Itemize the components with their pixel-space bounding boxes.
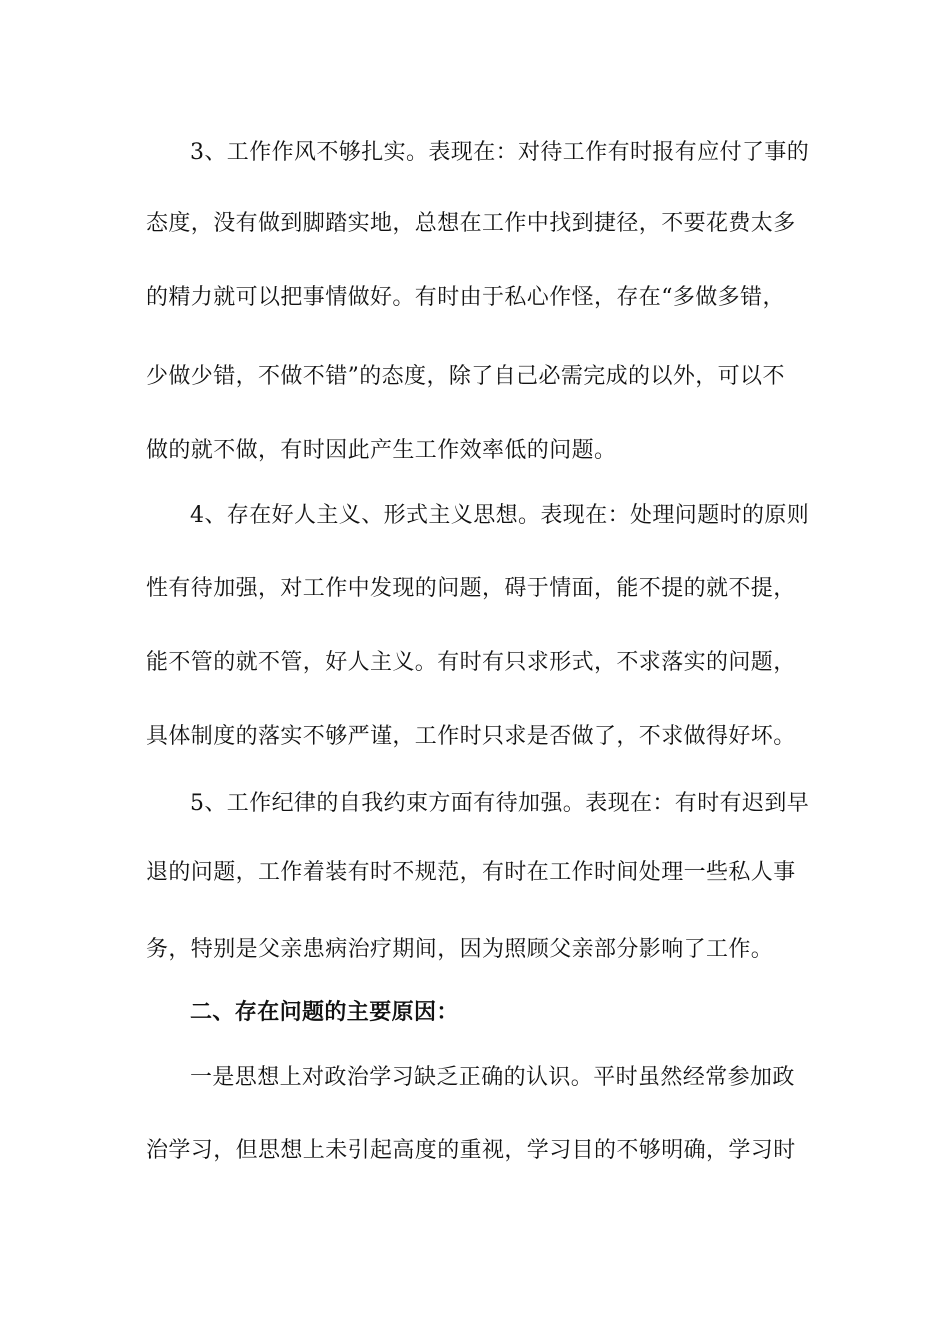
paragraph-4-line-3: 能不管的就不管，好人主义。有时有只求形式，不求落实的问题， (146, 650, 796, 675)
reason-1-line-2: 治学习，但思想上未引起高度的重视，学习目的不够明确，学习时 (146, 1138, 796, 1163)
paragraph-3-line-2: 态度，没有做到脚踏实地，总想在工作中找到捷径，不要花费太多 (146, 211, 796, 236)
paragraph-3-line-4: 少做少错，不做不错”的态度，除了自己必需完成的以外，可以不 (146, 364, 785, 389)
paragraph-4-line-4: 具体制度的落实不够严谨，工作时只求是否做了，不求做得好坏。 (146, 724, 796, 749)
paragraph-4-line-1: 4、存在好人主义、形式主义思想。表现在：处理问题时的原则 (190, 503, 810, 528)
reason-1-line-1: 一是思想上对政治学习缺乏正确的认识。平时虽然经常参加政 (190, 1065, 795, 1090)
paragraph-5-line-2: 退的问题，工作着装有时不规范，有时在工作时间处理一些私人事 (146, 860, 796, 885)
paragraph-5-line-3: 务，特别是父亲患病治疗期间，因为照顾父亲部分影响了工作。 (146, 937, 774, 962)
paragraph-3-line-5: 做的就不做，有时因此产生工作效率低的问题。 (146, 438, 617, 463)
paragraph-3-line-3: 的精力就可以把事情做好。有时由于私心作怪，存在“多做多错， (146, 285, 785, 310)
paragraph-3-line-1: 3、工作作风不够扎实。表现在：对待工作有时报有应付了事的 (190, 140, 810, 165)
section-heading: 二、存在问题的主要原因： (190, 999, 459, 1025)
paragraph-5-line-1: 5、工作纪律的自我约束方面有待加强。表现在：有时有迟到早 (190, 791, 810, 816)
paragraph-4-line-2: 性有待加强，对工作中发现的问题，碍于情面，能不提的就不提， (146, 576, 796, 601)
